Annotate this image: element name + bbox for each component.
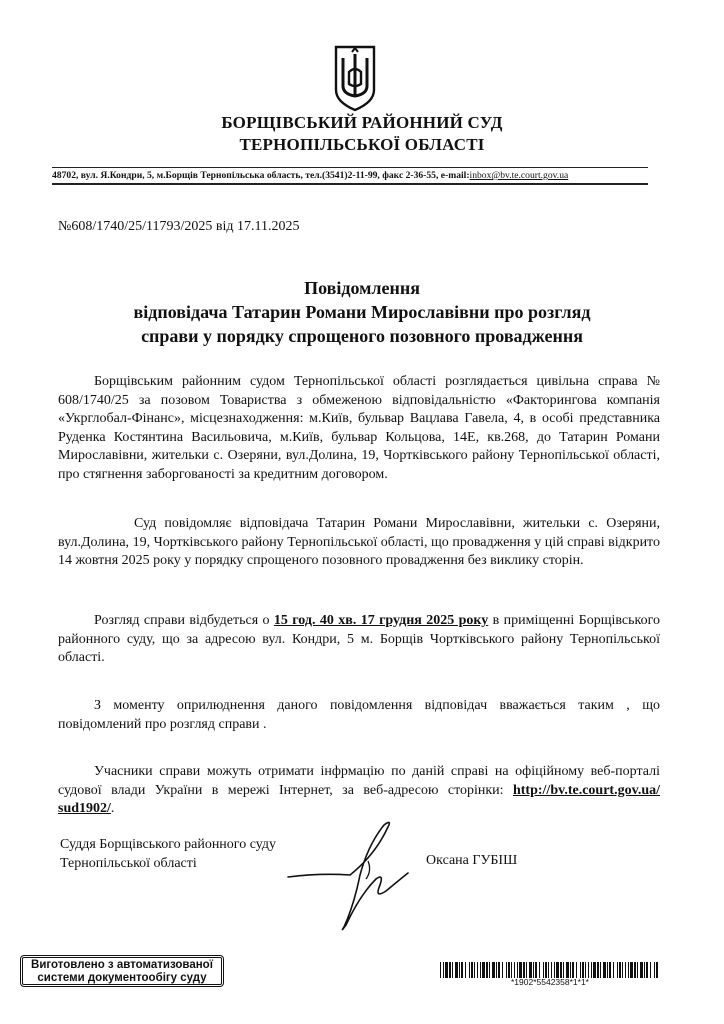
email-link[interactable]: inbox@bv.te.court.gov.ua	[469, 170, 569, 181]
court-name-line2: ТЕРНОПІЛЬСЬКОЇ ОБЛАСТІ	[239, 135, 485, 154]
paragraph-notification: Суд повідомляє відповідача Татарин Романи Мирославівни, жительки с. Озеряни, вул.Долина, 19, Чортківського району Тернопільської області, що провадження у цій справі відкрито 14 жовтня 2025 року у порядку спрощеного позовного провадження без виклику сторін.	[58, 516, 660, 568]
judge-title	[60, 836, 276, 873]
reference-number: №608/1740/25/11793/2025 від 17.11.2025	[58, 219, 300, 234]
paragraph-hearing-time	[58, 612, 660, 668]
court-address	[52, 170, 652, 181]
hearing-datetime: 15 год. 40 хв. 17 грудня 2025 року	[273, 613, 489, 628]
judge-title-line2: Тернопільської області	[60, 855, 197, 871]
portal-link[interactable]: http://bv.te.court.gov.ua/ sud1902/	[58, 782, 660, 816]
automated-system-stamp	[20, 955, 224, 987]
notice-heading	[0, 276, 724, 348]
judge-name: Оксана ГУБІШ	[426, 853, 518, 868]
heading-line2: відповідача Татарин Романи Мирославівни про розгляд	[133, 302, 591, 322]
stamp-line1: Виготовлено з автоматизованої	[31, 959, 213, 971]
portal-post: .	[110, 801, 115, 816]
paragraph-web-portal	[58, 763, 660, 819]
heading-line3: справи у порядку спрощеного позовного провадження	[141, 326, 583, 346]
header-rule-bottom	[52, 183, 648, 185]
hearing-post: в приміщенні Борщівського районного суду, що за адресою вул. Кондри, 5 м. Борщів Чортківського району Тернопільської області.	[58, 613, 660, 665]
trident-emblem-icon	[333, 44, 377, 112]
judge-title-line1: Суддя Борщівського районного суду	[60, 837, 276, 852]
portal-pre: Учасники справи можуть отримати інфрмацію по даній справі на офіційному веб-порталі судової влади України в мережі Інтернет, за веб-адресою сторінки:	[58, 764, 660, 798]
address-text: 48702, вул. Я.Кондри, 5, м.Борщів Тернопільська область, тел.(3541)2-11-99, факс 2-36-55, e-mail:	[52, 170, 470, 181]
hearing-pre: Розгляд справи відбудеться о	[94, 613, 274, 628]
paragraph-deemed-notified: З моменту оприлюднення даного повідомлення відповідач вважається таким , що повідомлений про розгляд справи .	[58, 698, 660, 732]
barcode-number: *1902*5542358*1*1*	[511, 977, 589, 987]
header-rule-top	[52, 167, 648, 168]
court-name-line1: БОРЩІВСЬКИЙ РАЙОННИЙ СУД	[221, 113, 503, 132]
paragraph-case-description: Борщівським районним судом Тернопільської області розглядається цивільна справа № 608/1740/25 за позовом Товариства з обмеженою відповідальністю «Факторингова компанія «Укрглобал-Фінанс», місцезнаходження: м.Київ, бульвар Вацлава Гавела, 4, в особі представника Руденка Костянтина Васильовича, м.Київ, бульвар Кольцова, 14Е, кв.268, до Татарин Романи Мирославівни, жительки с. Озеряни, вул.Долина, 19, Чортківського району Тернопільської області, про стягнення заборгованості за кредитним договором.	[58, 374, 660, 482]
heading-line1: Повідомлення	[304, 278, 420, 298]
barcode-icon	[440, 962, 660, 978]
court-title	[0, 112, 724, 156]
stamp-line2: системи документообігу суду	[37, 972, 207, 984]
handwritten-signature-icon	[280, 815, 430, 935]
